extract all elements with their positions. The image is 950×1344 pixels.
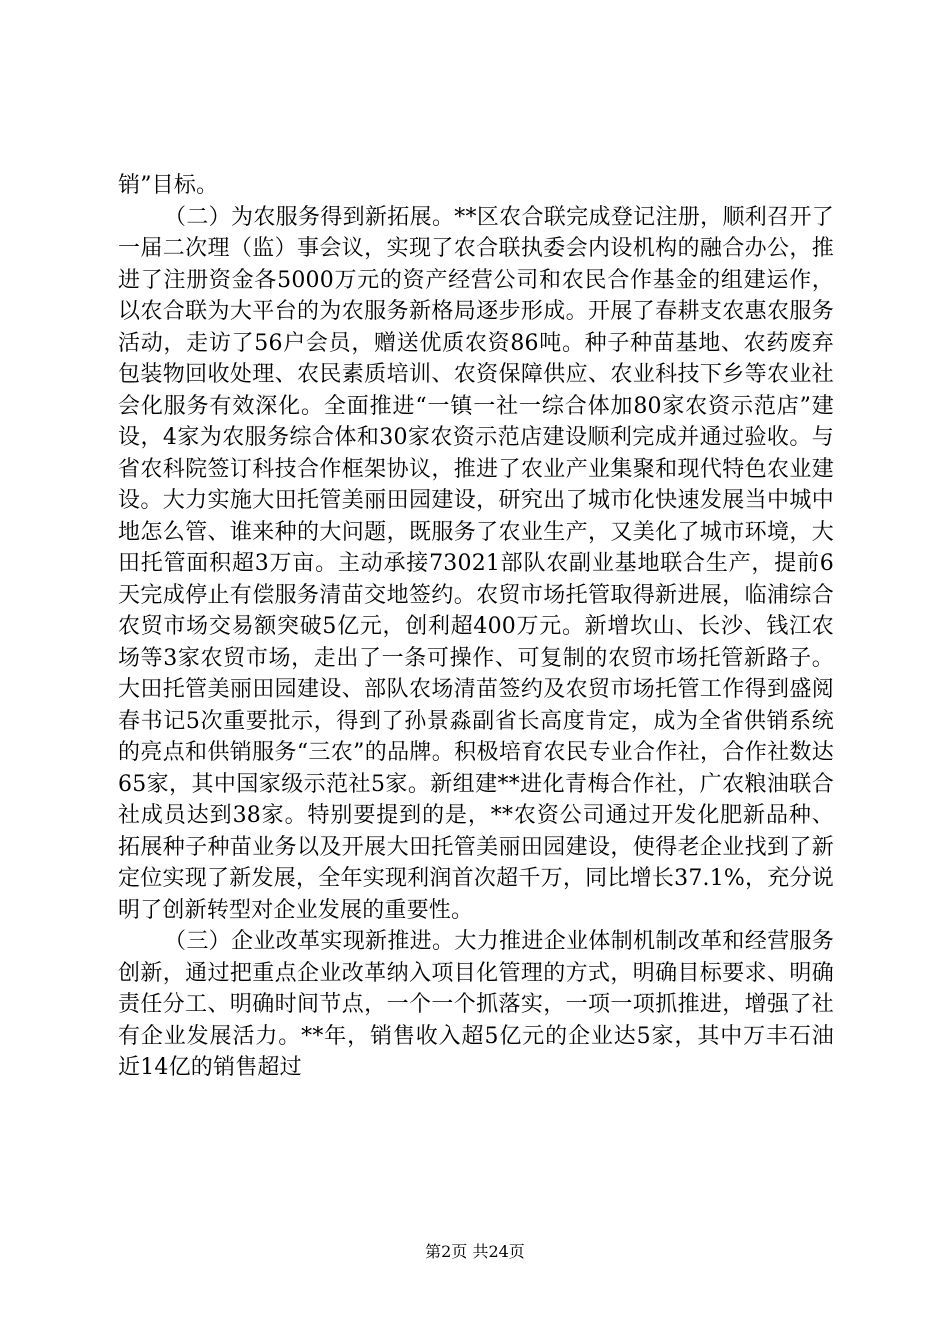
page-number-footer: 第2页 共24页 bbox=[425, 1242, 525, 1261]
paragraph-enterprise-reform: （三）企业改革实现新推进。大力推进企业体制机制改革和经营服务创新，通过把重点企业改革纳入项目化管理的方式，明确目标要求、明确责任分工、明确时间节点，一个一个抓落实，一项一项抓推进，增强了社有企业发展活力。**年，销售收入超5亿元的企业达5家，其中万丰石油近14亿的销售超过 bbox=[118, 929, 834, 1080]
paragraph-continuation: 销”目标。 bbox=[118, 173, 219, 198]
document-body bbox=[118, 170, 834, 1084]
paragraph-service-expansion: （二）为农服务得到新拓展。**区农合联完成登记注册，顺利召开了一届二次理（监）事会议，实现了农合联执委会内设机构的融合办公，推进了注册资金各5000万元的资产经营公司和农民合作基金的组建运作，以农合联为大平台的为农服务新格局逐步形成。开展了春耕支农惠农服务活动，走访了56户会员，赠送优质农资86吨。种子种苗基地、农药废弃包装物回收处理、农民素质培训、农资保障供应、农业科技下乡等农业社会化服务有效深化。全面推进“一镇一社一综合体加80家农资示范店”建设，4家为农服务综合体和30家农资示范店建设顺利完成并通过验收。与省农科院签订科技合作框架协议，推进了农业产业集聚和现代特色农业建设。大力实施大田托管美丽田园建设，研究出了城市化快速发展当中城中地怎么管、谁来种的大问题，既服务了农业生产，又美化了城市环境，大田托管面积超3万亩。主动承接73021部队农副业基地联合生产，提前6天完成停止有偿服务清苗交地签约。农贸市场托管取得新进展，临浦综合农贸市场交易额突破5亿元，创利超400万元。新增坎山、长沙、钱江农场等3家农贸市场，走出了一条可操作、可复制的农贸市场托管新路子。大田托管美丽田园建设、部队农场清苗签约及农贸市场托管工作得到盛阅春书记5次重要批示，得到了孙景淼副省长高度肯定，成为全省供销系统的亮点和供销服务“三农”的品牌。积极培育农民专业合作社，合作社数达65家，其中国家级示范社5家。新组建**进化青梅合作社，广农粮油联合社成员达到38家。特别要提到的是，**农资公司通过开发化肥新品种、拓展种子种苗业务以及开展大田托管美丽田园建设，使得老企业找到了新定位实现了新发展，全年实现利润首次超千万，同比增长37.1%，充分说明了创新转型对企业发展的重要性。 bbox=[118, 204, 834, 923]
